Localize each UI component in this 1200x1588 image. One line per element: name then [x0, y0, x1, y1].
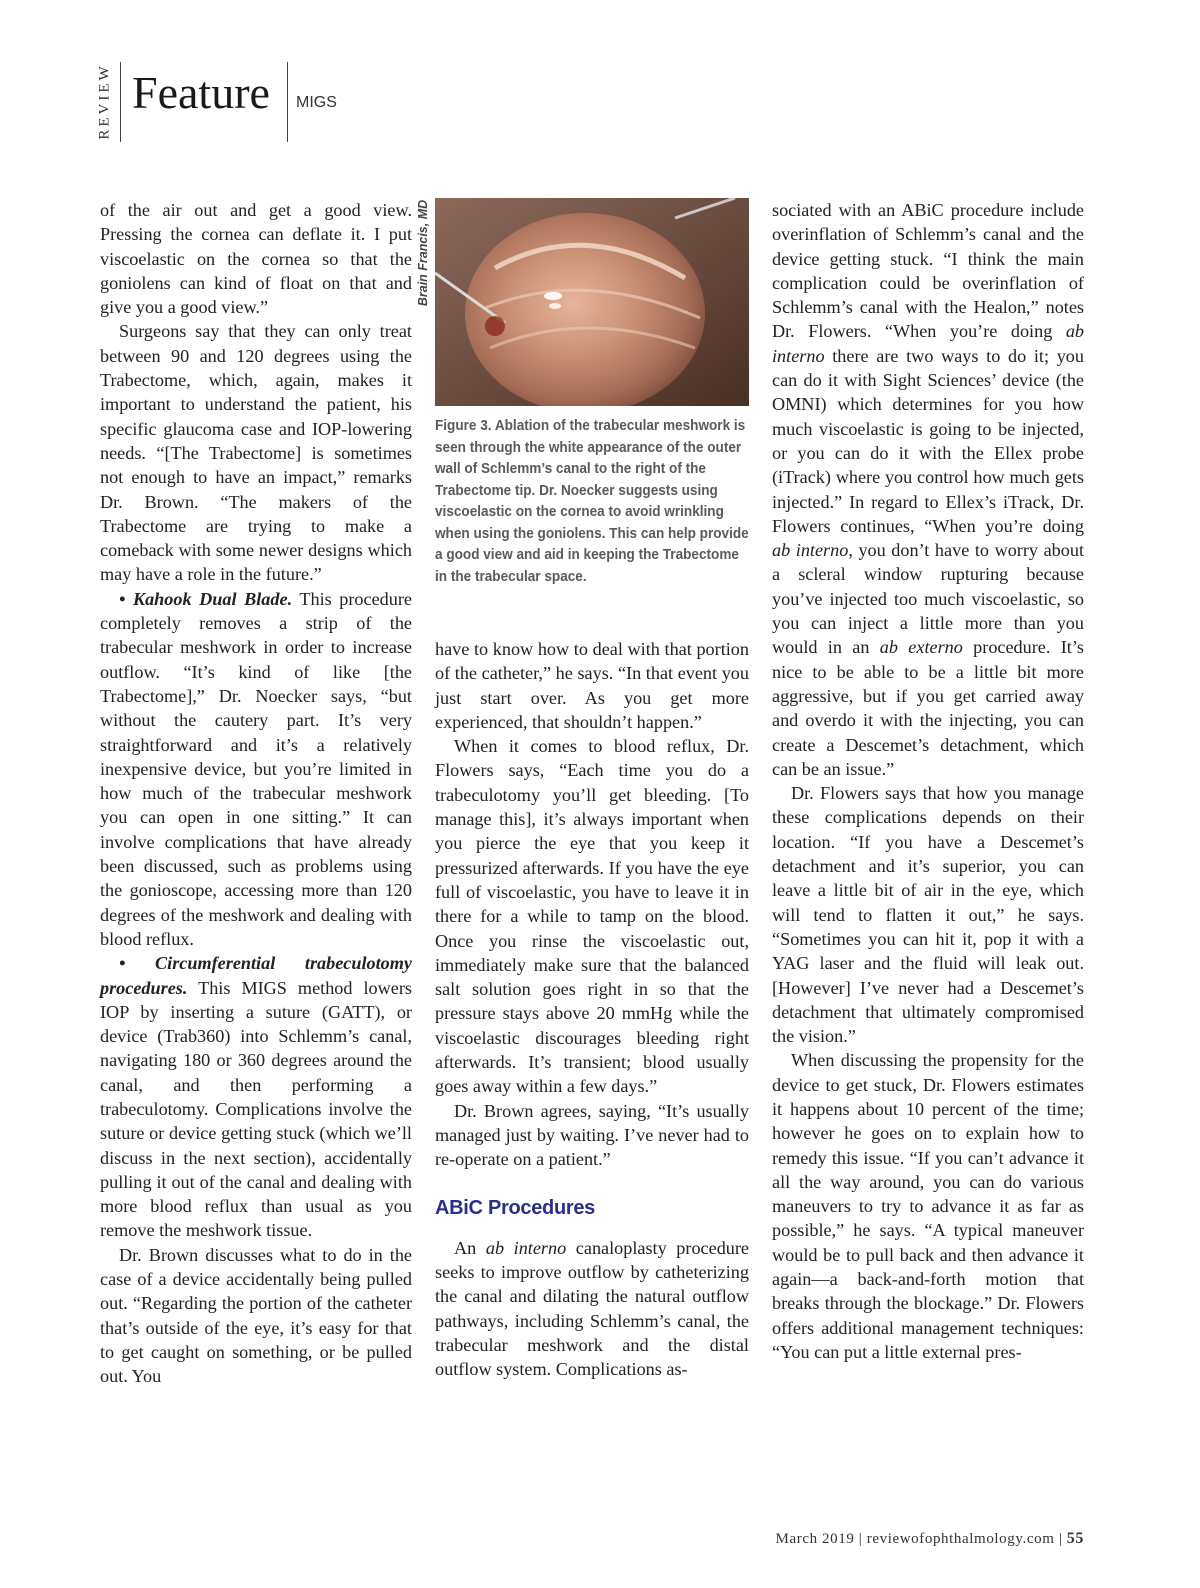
eye-surgery-image: [435, 198, 749, 406]
paragraph: [435, 1236, 749, 1382]
italic-term: ab externo: [879, 637, 963, 658]
paragraph: [100, 951, 412, 1243]
paragraph-text: there are two ways to do it; you can do it with Sight Sciences’ device (the OMNI) which determines for you how much viscoelastic is going to be injected, or you can do it with the Ellex probe (iTrack) where you control how much gets injected.” In regard to Ellex’s iTrack, Dr. Flowers continues, “When you’re doing: [772, 345, 1084, 536]
surgical-photo: [435, 198, 749, 406]
bullet-lead: • Kahook Dual Blade.: [119, 588, 293, 609]
paragraph: [772, 198, 1084, 781]
paragraph-text: This MIGS method lowers IOP by inserting a suture (GATT), or device (Trab360) into Schlemm’s canal, navigating 180 or 360 degrees around the canal, and then performing a trabeculotomy. Complications involve the suture or device getting stuck (which we’ll discuss in the next section), accidentally pulling it out of the canal and dealing with more blood reflux than usual as you remove the meshwork tissue.: [100, 977, 412, 1241]
paragraph: Surgeons say that they can only treat between 90 and 120 degrees using the Trabectome, which, again, makes it important to understand the patient, his specific glaucoma case and IOP-lowering needs. “[The Trabectome] is sometimes not enough to have an impact,” remarks Dr. Brown. “The makers of the Trabectome are trying to make a comeback with some newer designs which may have a role in the future.”: [100, 321, 412, 585]
paragraph-text: canaloplasty procedure seeks to improve outflow by catheterizing the canal and dilating the natural outflow pathways, including Schlemm’s canal, the trabecular meshwork and the distal outflow system. Complications as-: [435, 1237, 750, 1380]
paragraph: When it comes to blood reflux, Dr. Flowers says, “Each time you do a trabeculotomy you’ll get bleeding. [To manage this], it’s always important when you pierce the eye that you keep it pressurized afterwards. If you have the eye full of viscoelastic, you have to leave it in there for a while to tamp on the blood. Once you rinse the viscoelastic out, immediately make sure that the balanced salt solution goes right in so that the pressure stays above 20 mmHg while the viscoelastic discourages bleeding right afterwards. It’s transient; blood usually goes away within a few days.”: [435, 736, 749, 1097]
paragraph: Dr. Brown discusses what to do in the case of a device accidentally being pulled out. “Regarding the portion of the catheter that’s outside of the eye, it’s easy for that to get caught on something, or be pulled out. You: [100, 1244, 412, 1387]
section-heading: ABiC Procedures: [435, 1196, 595, 1219]
paragraph-text: An: [454, 1237, 486, 1258]
italic-term: ab interno: [485, 1237, 567, 1258]
paragraph: [100, 587, 412, 951]
column-3: [772, 198, 1084, 1364]
page-footer: March 2019 | reviewofophthalmology.com | 55: [775, 1530, 1084, 1547]
header-divider: [287, 62, 288, 142]
column-1: [100, 198, 412, 1389]
paragraph: Dr. Flowers says that how you manage these complications depends on their location. “If you have a Descemet’s detachment and it’s superior, you can leave a little bit of air in the eye, which will tend to flatten it out,” he says. “Sometimes you can hit it, pop it with a YAG laser and the fluid will leak out. [However] I’ve never had a Descemet’s detachment that ultimately compromised the vision.”: [772, 783, 1084, 1047]
paragraph: of the air out and get a good view. Pressing the cornea can deflate it. I put viscoelastic on the cornea so that the goniolens can kind of float on that and give you a good view.”: [100, 200, 412, 318]
review-label: REVIEW: [96, 62, 113, 140]
figure-caption: Figure 3. Ablation of the trabecular meshwork is seen through the white appearance of the outer wall of Schlemm’s canal to the right of the Trabectome tip. Dr. Noecker suggests using viscoelastic on the cornea to avoid wrinkling when using the goniolens. This can help provide a good view and aid in keeping the Trabectome in the trabecular space.: [435, 418, 749, 585]
site-url[interactable]: reviewofophthalmology.com: [866, 1531, 1055, 1547]
paragraph: have to know how to deal with that portion of the catheter,” he says. “In that event you just start over. As you get more experienced, that shouldn’t happen.”: [435, 639, 749, 732]
issue-date: March 2019: [775, 1531, 855, 1547]
italic-term: ab interno: [772, 321, 1084, 366]
bullet-lead: • Circumferential trabeculotomy procedures.: [100, 953, 412, 998]
topic-label: MIGS: [296, 94, 337, 111]
header-divider: [120, 62, 121, 142]
paragraph-text: This procedure completely removes a strip of the trabecular meshwork in order to increase outflow. “It’s kind of like [the Trabectome],” Dr. Noecker says, “but without the cautery part. It’s very straightforward and it’s a relatively inexpensive device, but you’re limited in how much of the trabecular meshwork you can open in one sitting.” It can involve complications that have already been discussed, such as problems using the gonioscope, accessing more than 120 degrees of the meshwork and dealing with blood reflux.: [100, 588, 412, 949]
paragraph: When discussing the propensity for the device to get stuck, Dr. Flowers estimates it happens about 10 percent of the time; however he goes on to explain how to remedy this issue. “If you can’t advance it all the way around, you can do various maneuvers to try to advance it as far as possible,” he says. “A typical maneuver would be to pull back and then advance it again—a back-and-forth motion that breaks through the blockage.” Dr. Flowers offers additional management techniques: “You can put a little external pres-: [772, 1050, 1084, 1362]
paragraph-text: procedure. It’s nice to be able to be a little bit more aggressive, but if you get carried away and overdo it with the injecting, you can create a Descemet’s detachment, which can be an issue.”: [772, 637, 1084, 779]
figure-3: [435, 198, 749, 588]
photo-credit: Brain Francis, MD: [416, 199, 430, 307]
column-2: [435, 637, 749, 1382]
paragraph-text: , you don’t have to worry about a scleral window rupturing because you’ve injected too much viscoelastic, so you can inject a little more than you would in an: [772, 540, 1084, 658]
page-number: 55: [1066, 1530, 1084, 1547]
section-label: Feature: [132, 67, 270, 118]
paragraph-text: sociated with an ABiC procedure include overinflation of Schlemm’s canal and the device getting stuck. “I think the main complication could be overinflation of Schlemm’s canal with the Healon,” notes Dr. Flowers. “When you’re doing: [772, 200, 1084, 342]
paragraph: Dr. Brown agrees, saying, “It’s usually managed just by waiting. I’ve never had to re-operate on a patient.”: [435, 1100, 749, 1170]
italic-term: ab interno: [772, 540, 849, 561]
